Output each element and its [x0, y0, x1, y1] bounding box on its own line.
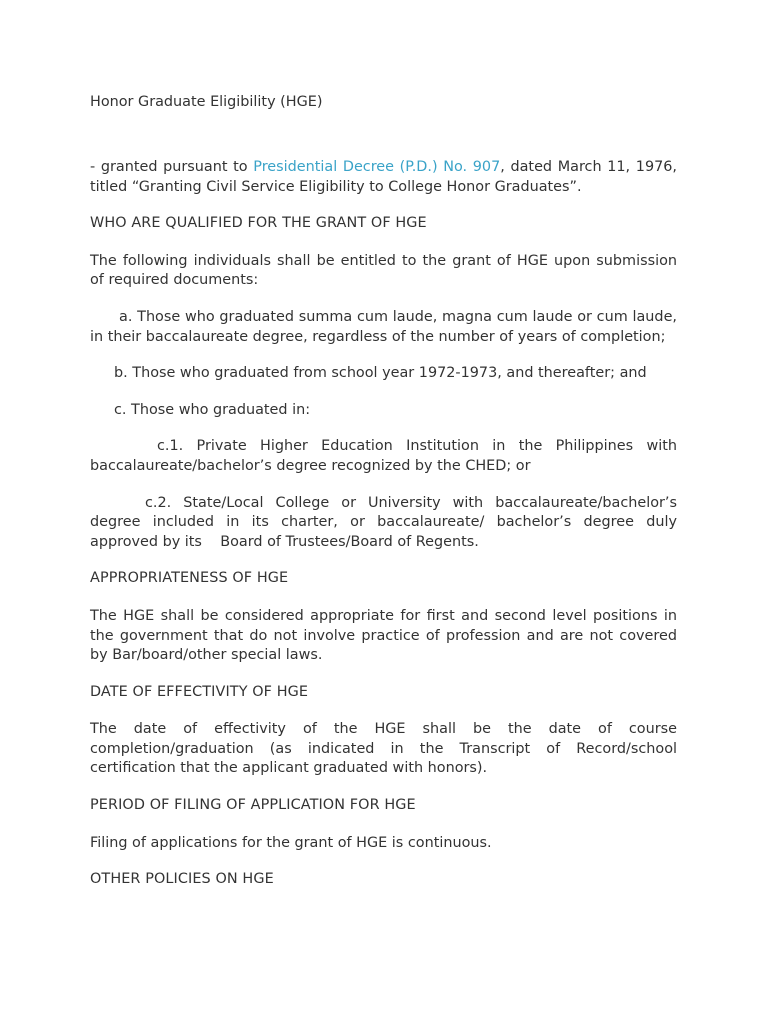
filing-period-paragraph: Filing of applications for the grant of HGE is continuous.: [90, 834, 492, 851]
intro-paragraph: [90, 158, 677, 197]
other-policies-heading: OTHER POLICIES ON HGE: [90, 871, 274, 888]
effectivity-paragraph: The date of effectivity of the HGE shall be the date of course completion/graduation (as indicated in the Transcript of Record/school certification that the applicant graduated with honors).: [90, 721, 677, 777]
qualified-intro-paragraph: The following individuals shall be entitled to the grant of HGE upon submission of required documents:: [90, 252, 677, 289]
presidential-decree-link[interactable]: Presidential Decree (P.D.) No. 907: [253, 159, 501, 175]
effectivity-heading: DATE OF EFFECTIVITY OF HGE: [90, 683, 309, 700]
appropriateness-heading: APPROPRIATENESS OF HGE: [90, 570, 289, 587]
filing-period-heading: PERIOD OF FILING OF APPLICATION FOR HGE: [90, 797, 416, 814]
qualification-item-a: a. Those who graduated summa cum laude, magna cum laude or cum laude, in their baccalaureate degree, regardless of the number of years of completion;: [90, 308, 677, 345]
appropriateness-paragraph: The HGE shall be considered appropriate for first and second level positions in the government that do not involve practice of profession and are not covered by Bar/board/other special laws.: [90, 607, 677, 664]
intro-suffix: , dated March 11, 1976, titled “Granting Civil Service Eligibility to College Honor Graduates”.: [90, 159, 677, 195]
intro-prefix: - granted pursuant to: [90, 159, 254, 175]
qualification-item-c: c. Those who graduated in:: [114, 401, 311, 418]
qualification-item-c2: c.2. State/Local College or University with baccalaureate/bachelor’s degree included in its charter, or baccalaureate/ bachelor’s degree duly approved by its Board of Trustees/Board of Regents.: [90, 494, 682, 550]
qualification-item-b: b. Those who graduated from school year 1972-1973, and thereafter; and: [114, 365, 647, 382]
document-body: [90, 158, 682, 908]
qualification-item-c1: c.1. Private Higher Education Institution in the Philippines with baccalaureate/bachelor’s degree recognized by the CHED; or: [90, 438, 677, 474]
qualified-heading: WHO ARE QUALIFIED FOR THE GRANT OF HGE: [90, 215, 427, 232]
document-title: Honor Graduate Eligibility (HGE): [90, 94, 323, 110]
